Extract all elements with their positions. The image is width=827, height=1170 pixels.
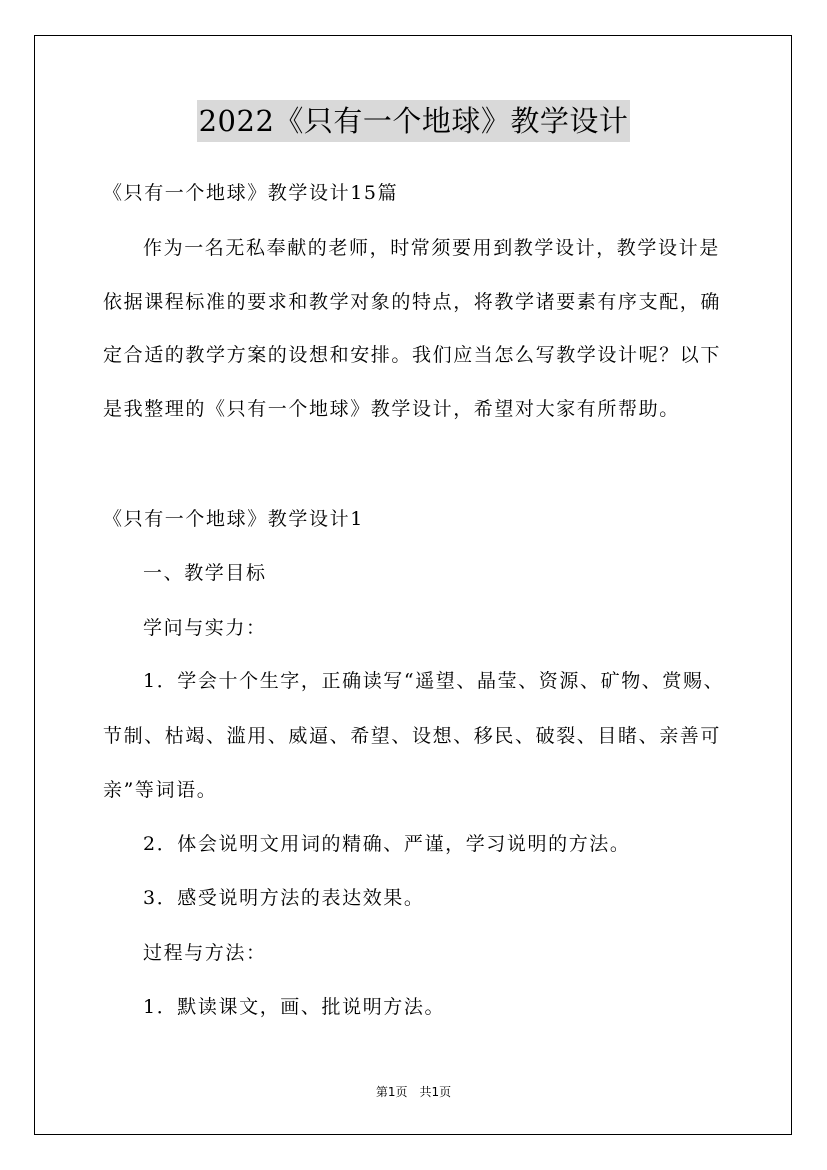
intro-line-2: 依据课程标准的要求和教学对象的特点，将教学诸要素有序支配，确: [103, 291, 722, 313]
goal-heading: 一、教学目标: [143, 562, 267, 584]
subtitle: 《只有一个地球》教学设计15篇: [103, 182, 399, 204]
item1-line-3: 亲”等词语。: [103, 779, 218, 801]
intro-line-3: 定合适的教学方案的设想和安排。我们应当怎么写教学设计呢？以下: [103, 344, 722, 366]
process-item1: 1．默读课文，画、批说明方法。: [143, 996, 446, 1018]
title-container: [0, 100, 827, 142]
item1-line-2: 节制、枯竭、滥用、威逼、希望、设想、移民、破裂、目睹、亲善可: [103, 725, 722, 747]
page-number: 第1页 共1页: [375, 1085, 452, 1099]
item3: 3．感受说明方法的表达效果。: [143, 887, 425, 909]
intro-line-4: 是我整理的《只有一个地球》教学设计，希望对大家有所帮助。: [103, 398, 680, 420]
document-title: 2022《只有一个地球》教学设计: [197, 100, 631, 142]
item1-line-1: 1．学会十个生字，正确读写“遥望、晶莹、资源、矿物、赏赐、: [143, 670, 725, 692]
page-footer: [0, 1083, 827, 1100]
item2: 2．体会说明文用词的精确、严谨，学习说明的方法。: [143, 833, 631, 855]
section-heading: 《只有一个地球》教学设计1: [103, 508, 364, 530]
intro-line-1: 作为一名无私奉献的老师，时常须要用到教学设计，教学设计是: [143, 237, 720, 259]
knowledge-heading: 学问与实力：: [143, 617, 267, 639]
process-heading: 过程与方法：: [143, 942, 267, 964]
